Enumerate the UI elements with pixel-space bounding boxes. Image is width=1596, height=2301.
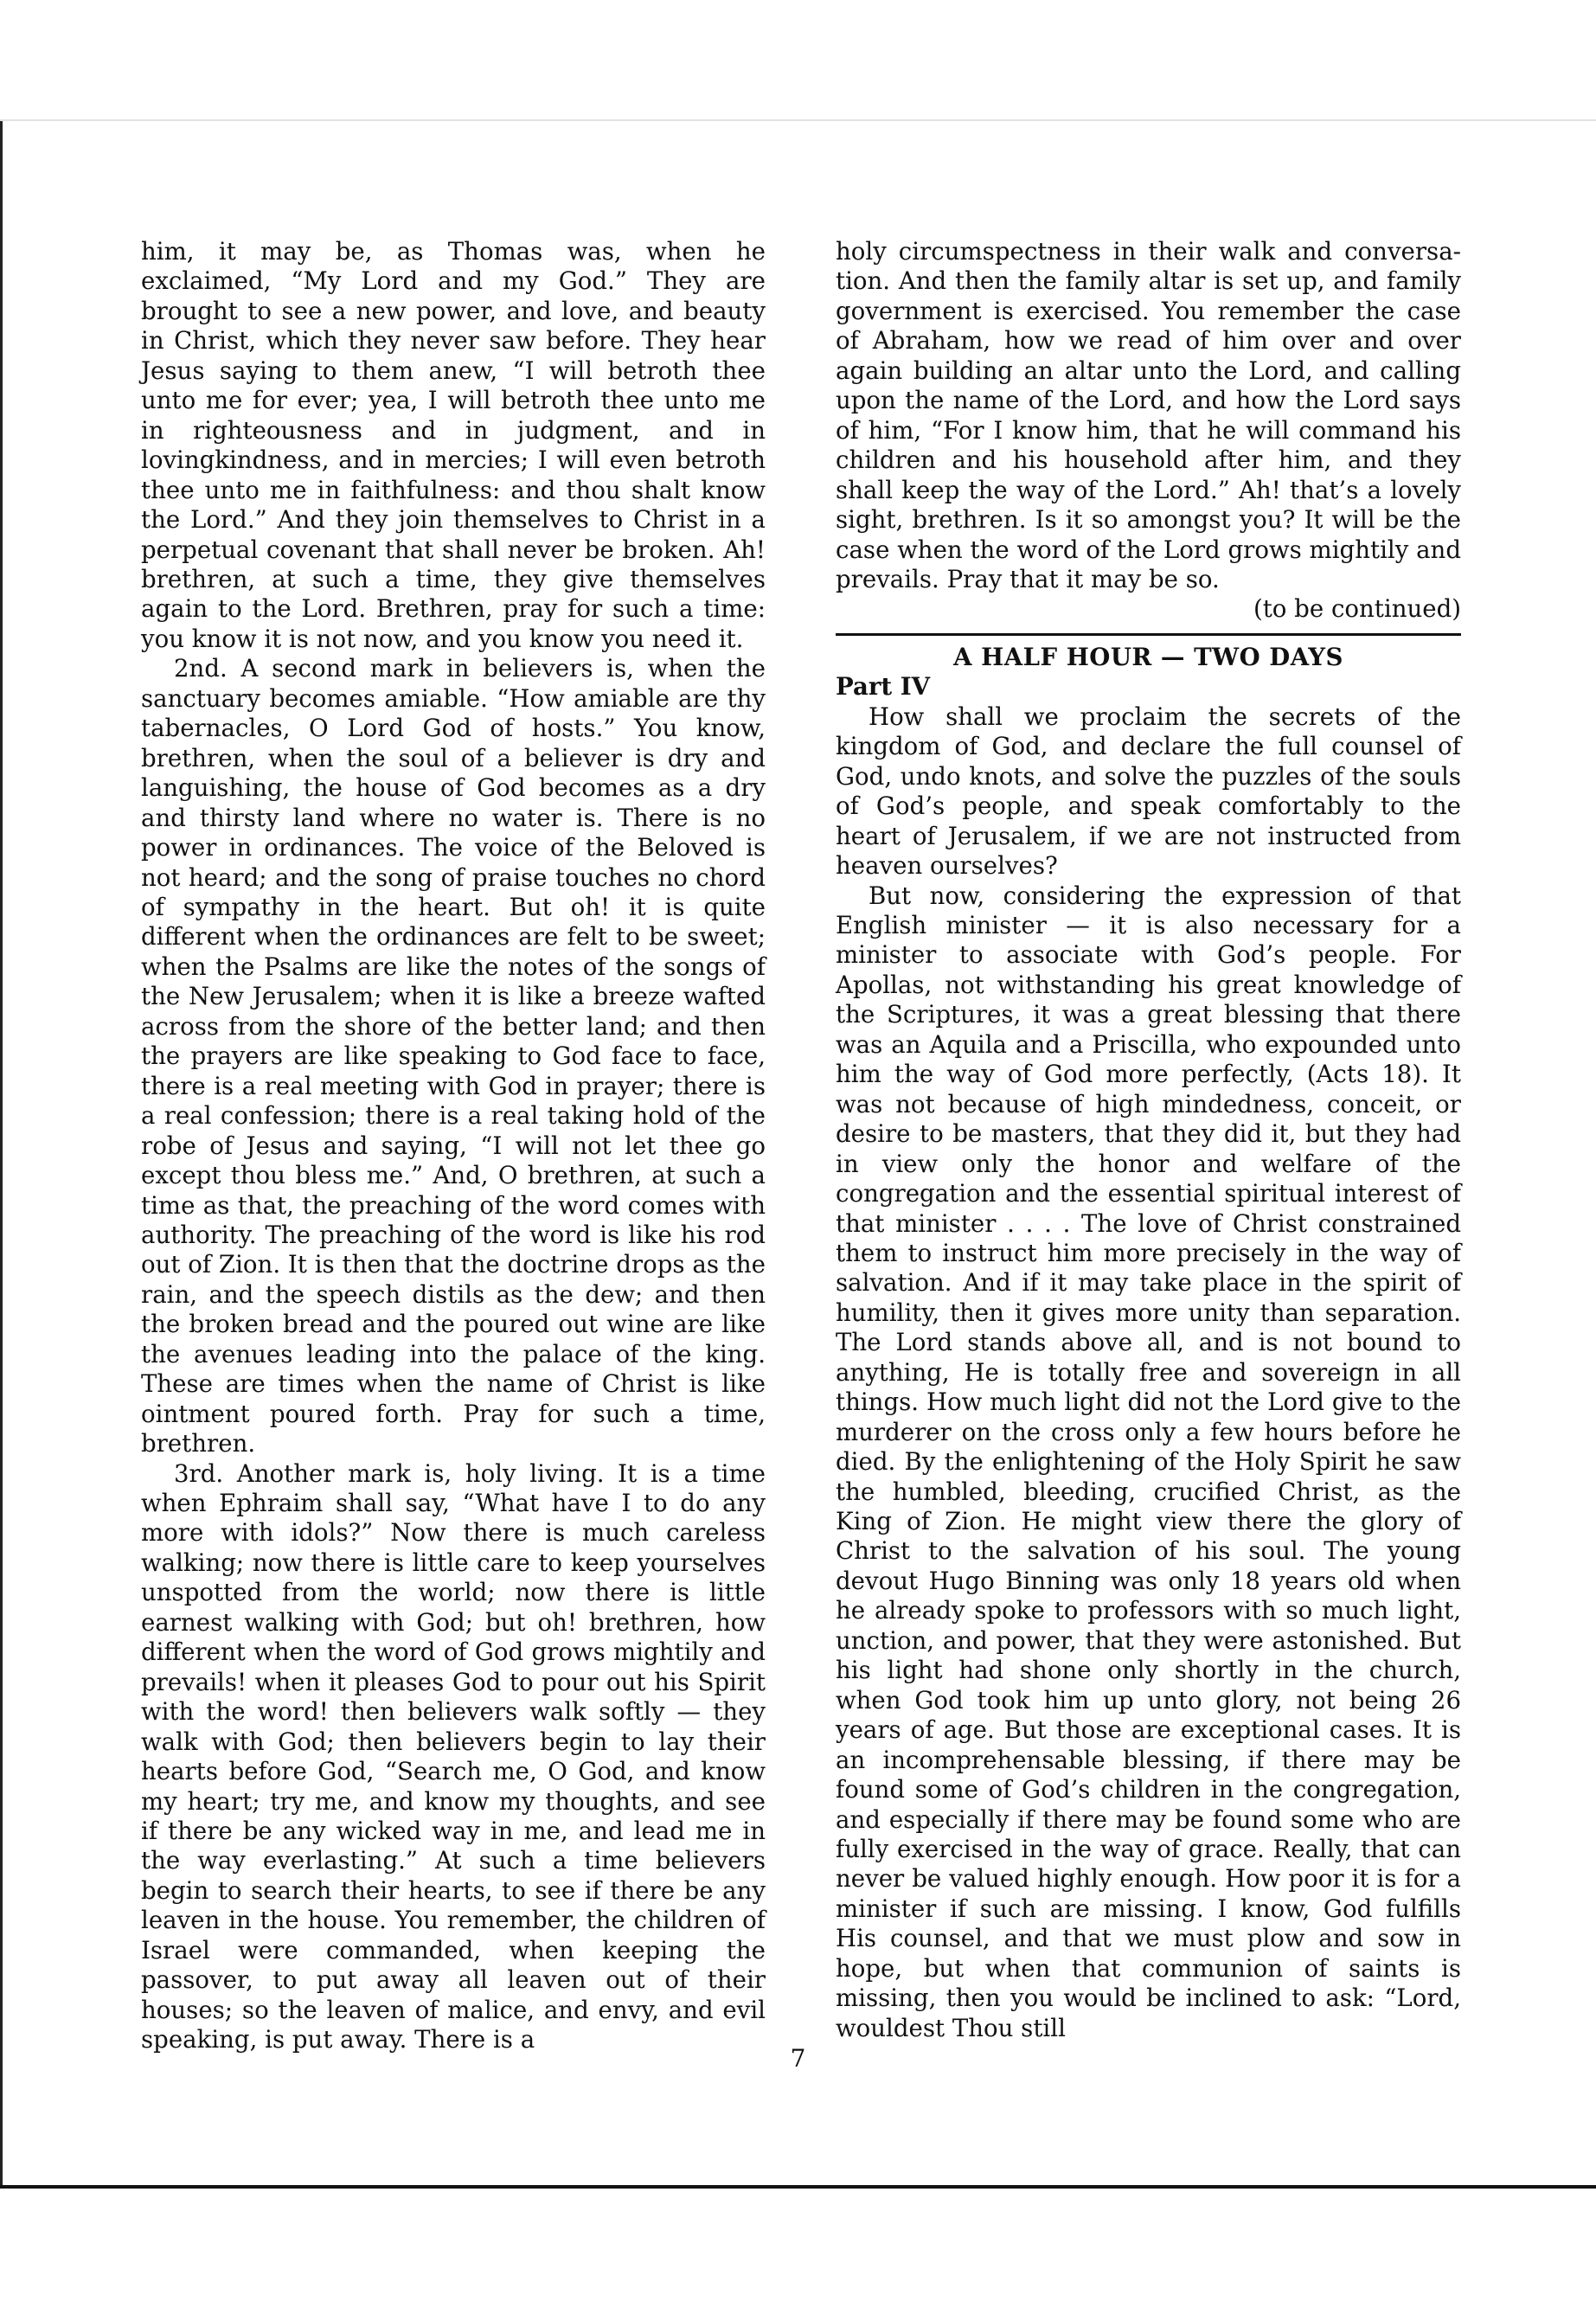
article-title: A HALF HOUR — TWO DAYS — [953, 642, 1343, 671]
left-column — [141, 237, 766, 2055]
paragraph-second-mark: 2nd. A second mark in believers is, when the sanctuary becomes amiable. “How amiable are thy tabernacles, O Lord God of hosts.” You know, brethren, when the soul of a believer is dry and languishing, the house of God becomes as a dry and thirsty land where no water is. There is no power in ordinances. The voice of the Beloved is not heard; and the song of praise touches no chord of sympathy in the heart. But oh! it is quite different when the ordinances are felt to be sweet; when the Psalms are like the notes of the songs of the New Jerusalem; when it is like a breeze wafted across from the shore of the better land; and then the prayers are like speaking to God face to face, there is a real meeting with God in prayer; there is a real confession; there is a real taking hold of the robe of Jesus and saying, “I will not let thee go except thou bless me.” And, O brethren, at such a time as that, the preaching of the word comes with authority. The preaching of the word is like his rod out of Zion. It is then that the doctrine drops as the rain, and the speech distils as the dew; and then the broken bread and the poured out wine are like the avenues leading into the palace of the king. These are times when the name of Christ is like ointment poured forth. Pray for such a time, brethren. — [141, 654, 766, 1458]
scan-edge-bottom — [0, 2185, 1596, 2189]
page-number: 7 — [790, 2044, 806, 2073]
part-heading: Part IV — [836, 672, 931, 702]
paragraph-continuation-right: holy circumspectness in their walk and conversation. And then the family altar is set up, and family government is exercised. You remember the case of Abraham, how we read of him over and over again building an altar unto the Lord, and calling upon the name of the Lord, and how the Lord says of him, “For I know him, that he will command his children and his household after him, and they shall keep the way of the Lord.” Ah! that’s a lovely sight, brethren. Is it so amongst you? It will be the case when the word of the Lord grows mightily and prevails. Pray that it may be so. — [836, 237, 1461, 593]
article-paragraph-1: How shall we proclaim the secrets of the kingdom of God, and declare the full counsel of God, undo knots, and solve the puzzles of the souls of God’s people, and speak comfortably to the heart of Jerusalem, if we are not instructed from heaven ourselves? — [836, 702, 1461, 881]
paragraph-continuation: him, it may be, as Thomas was, when he exclaimed, “My Lord and my God.” They are brought to see a new power, and love, and beauty in Christ, which they never saw before. They hear Jesus saying to them anew, “I will betroth thee unto me for ever; yea, I will betroth thee unto me in righteousness and in judgment, and in lovingkindness, and in mercies; I will even betroth thee unto me in faithfulness: and thou shalt know the Lord.” And they join themselves to Christ in a perpetual covenant that shall never be broken. Ah! brethren, at such a time, they give themselves again to the Lord. Brethren, pray for such a time: you know it is not now, and you know you need it. — [141, 237, 766, 653]
section-divider — [836, 633, 1461, 636]
right-column — [836, 237, 1461, 2043]
paragraph-third-mark: 3rd. Another mark is, holy living. It is a time when Ephraim shall say, “What have I to do any more with idols?” Now there is much careless walking; now there is little care to keep yourselves unspotted from the world; now there is little earnest walking with God; but oh! brethren, how different when the word of God grows mightily and prevails! when it pleases God to pour out his Spirit with the word! then believers walk softly — they walk with God; then believers begin to lay their hearts before God, “Search me, O God, and know my heart; try me, and know my thoughts, and see if there be any wicked way in me, and lead me in the way everlasting.” At such a time believers begin to search their hearts, to see if there be any leaven in the house. You remember, the children of Israel were commanded, when keeping the passover, to put away all leaven out of their houses; so the leaven of malice, and envy, and evil speaking, is put away. There is a — [141, 1458, 766, 2054]
scan-edge-left — [0, 121, 3, 2189]
article-paragraph-2: But now, considering the expression of that English minister — it is also necessary for a minister to associate with God’s people. For Apollas, not withstanding his great knowledge of the Scriptures, it was a great blessing that there was an Aquila and a Priscilla, who expounded unto him the way of God more perfectly, (Acts 18). It was not because of high mindedness, conceit, or desire to be masters, that they did it, but they had in view only the honor and welfare of the congregation and the essential spiritual interest of that minister . . . . The love of Christ constrained them to instruct him more precisely in the way of salvation. And if it may take place in the spirit of humility, then it gives more unity than separation. The Lord stands above all, and is not bound to anything, He is totally free and sovereign in all things. How much light did not the Lord give to the murderer on the cross only a few hours before he died. By the enlightening of the Holy Spirit he saw the humbled, bleeding, crucified Christ, as the King of Zion. He might view there the glory of Christ to the salvation of his soul. The young devout Hugo Binning was only 18 years old when he already spoke to professors with so much light, unction, and power, that they were astonished. But his light had shone only shortly in the church, when God took him up unto glory, not being 26 years of age. But those are exceptional cases. It is an incomprehensable blessing, if there may be found some of God’s children in the congregation, and especially if there may be found some who are fully exercised in the way of grace. Really, that can never be valued highly enough. How poor it is for a minister if such are missing. I know, God fulfills His counsel, and that we must plow and sow in hope, but when that communion of saints is missing, then you would be inclined to ask: “Lord, wouldest Thou still — [836, 881, 1461, 2042]
to-be-continued-note: (to be continued) — [1253, 594, 1461, 624]
scan-edge-top — [0, 119, 1596, 121]
